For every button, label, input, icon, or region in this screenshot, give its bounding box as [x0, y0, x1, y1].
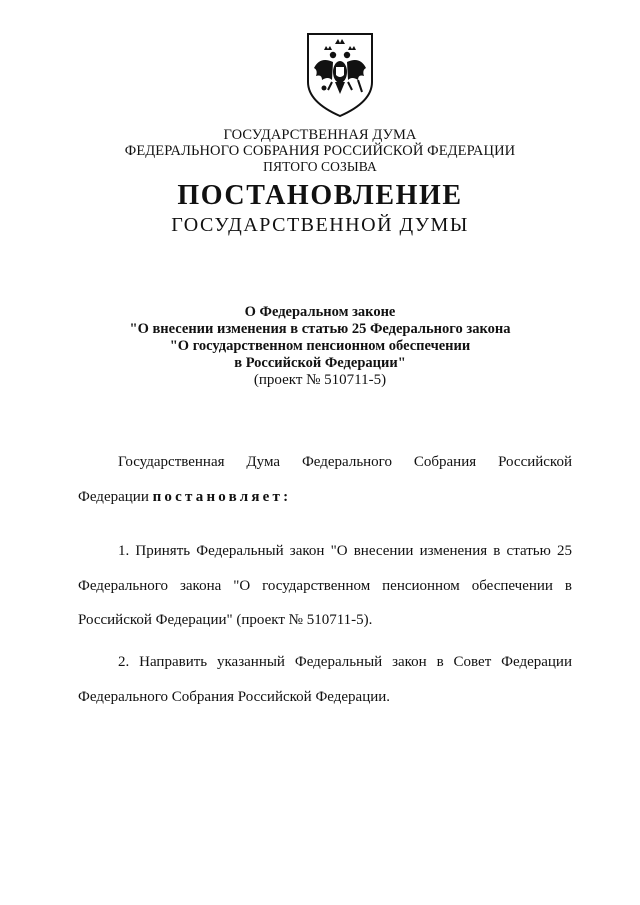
project-number: (проект № 510711-5) [253, 372, 387, 388]
preamble-federation: Федерации [78, 489, 153, 505]
subject-line-3: "О государственном пенсионном обеспечении [169, 338, 471, 354]
preamble-line-2 [78, 489, 572, 506]
header-line-duma: ГОСУДАРСТВЕННАЯ ДУМА [223, 127, 417, 143]
item1-line-3: Российской Федерации" (проект № 510711-5). [78, 612, 373, 628]
resolves-word: постановляет: [152, 489, 292, 505]
document-title: ПОСТАНОВЛЕНИЕ [177, 180, 463, 211]
header-line-federal-assembly: ФЕДЕРАЛЬНОГО СОБРАНИЯ РОССИЙСКОЙ ФЕДЕРАЦИИ [124, 143, 516, 159]
subject-line-4: в Российской Федерации" [234, 355, 406, 371]
preamble-line-1: Государственная Дума Федерального Собрания Российской [118, 454, 572, 470]
item2-line-1: 2. Направить указанный Федеральный закон в Совет Федерации [118, 654, 572, 670]
item2-line-2: Федерального Собрания Российской Федерации. [78, 689, 391, 705]
item1-line-2: Федерального закона "О государственном пенсионном обеспечении в [78, 578, 572, 594]
item1-line-1: 1. Принять Федеральный закон "О внесении изменения в статью 25 [118, 543, 572, 559]
document-subject [0, 304, 640, 389]
coat-of-arms-icon [302, 30, 378, 120]
header-line-convocation: ПЯТОГО СОЗЫВА [263, 159, 377, 174]
document-subtitle: ГОСУДАРСТВЕННОЙ ДУМЫ [171, 214, 469, 236]
subject-line-2: "О внесении изменения в статью 25 Федерального закона [129, 321, 511, 337]
subject-line-1: О Федеральном законе [244, 304, 396, 320]
